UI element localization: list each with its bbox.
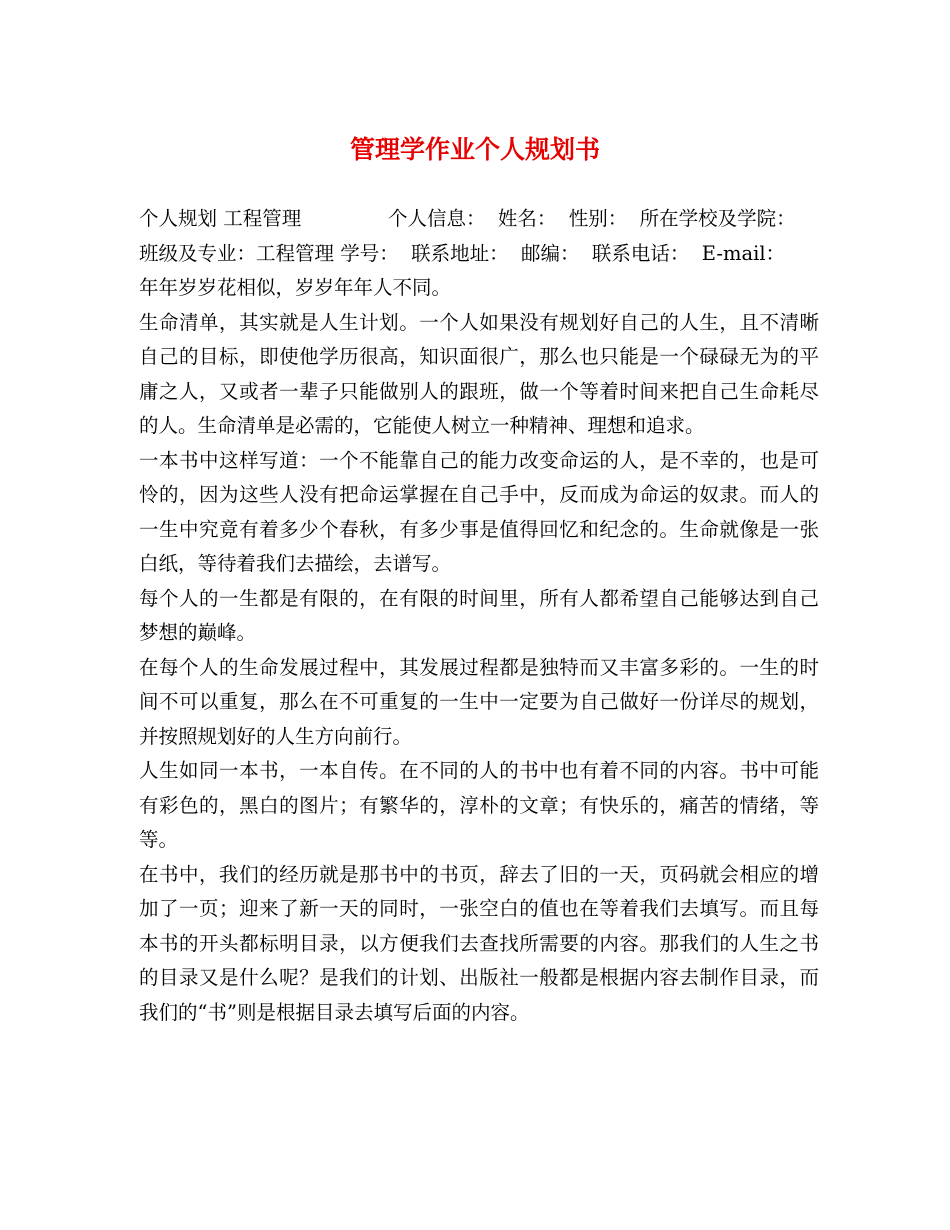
personal-info-line: 个人规划 工程管理 个人信息： 姓名： 性别： 所在学校及学院： 班级及专业：工程管理 学号： 联系地址： 邮编： 联系电话： E-mail： 年年岁岁花相似，岁岁年年人不同。 (139, 207, 854, 299)
document-title: 管理学作业个人规划书 (349, 135, 600, 164)
paragraph: 生命清单，其实就是人生计划。一个人如果没有规划好自己的人生，且不清晰自己的目标，即使他学历很高，知识面很广，那么也只能是一个碌碌无为的平庸之人，又或者一辈子只能做别人的跟班，做一个等着时间来把自己生命耗尽的人。生命清单是必需的，它能使人树立一种精神、理想和追求。 (139, 310, 819, 437)
document-body (139, 202, 854, 1030)
paragraph: 人生如同一本书，一本自传。在不同的人的书中也有着不同的内容。书中可能有彩色的，黑白的图片；有繁华的，淳朴的文章；有快乐的，痛苦的情绪，等等。 (139, 759, 819, 851)
paragraph: 在每个人的生命发展过程中，其发展过程都是独特而又丰富多彩的。一生的时间不可以重复，那么在不可重复的一生中一定要为自己做好一份详尽的规划，并按照规划好的人生方向前行。 (139, 655, 819, 748)
paragraph: 每个人的一生都是有限的，在有限的时间里，所有人都希望自己能够达到自己梦想的巅峰。 (139, 586, 819, 644)
paragraph: 一本书中这样写道：一个不能靠自己的能力改变命运的人，是不幸的，也是可怜的，因为这些人没有把命运掌握在自己手中，反而成为命运的奴隶。而人的一生中究竟有着多少个春秋，有多少事是值得回忆和纪念的。生命就像是一张白纸，等待着我们去描绘，去谱写。 (139, 448, 819, 575)
paragraph: 在书中，我们的经历就是那书中的书页，辞去了旧的一天，页码就会相应的增加了一页；迎来了新一天的同时，一张空白的值也在等着我们去填写。而且每本书的开头都标明目录，以方便我们去查找所需要的内容。那我们的人生之书的目录又是什么呢？是我们的计划、出版社一般都是根据内容去制作目录，而我们的“书”则是根据目录去填写后面的内容。 (139, 862, 819, 1024)
